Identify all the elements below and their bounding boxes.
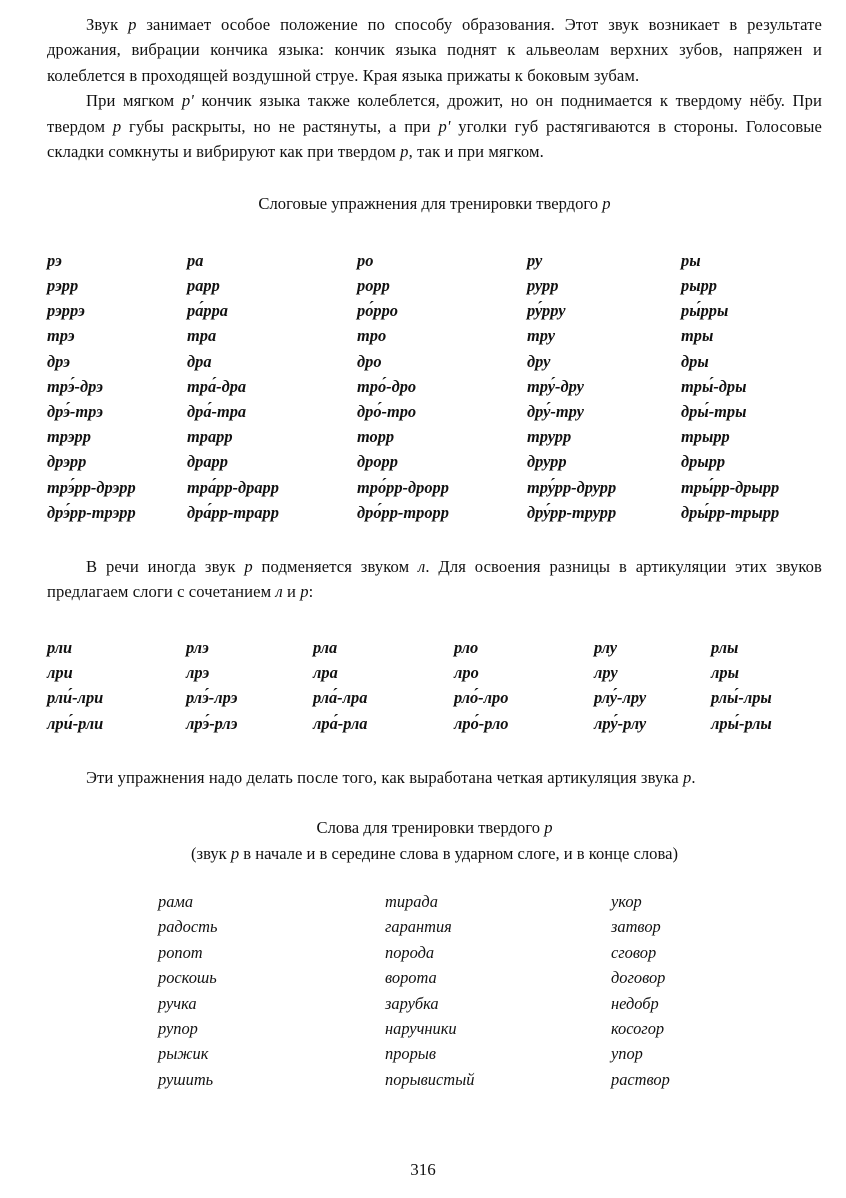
word-cell: наручники xyxy=(385,1018,457,1038)
text-run: Эти упражнения надо делать после того, как выработана четкая артикуляция звука xyxy=(86,767,683,787)
word-cell: порывистый xyxy=(385,1069,475,1089)
syllable-cell: тра́рр-драрр xyxy=(187,477,279,497)
syllable-cell: ру́рру xyxy=(527,301,566,321)
word-cell: порода xyxy=(385,942,435,962)
italic-letter: р xyxy=(400,142,409,162)
italic-letter: р' xyxy=(438,116,451,136)
syllable-cell: дрырр xyxy=(681,452,726,472)
word-cell: упор xyxy=(611,1044,643,1064)
word-cell: роскошь xyxy=(158,968,217,988)
syllable-cell: рурр xyxy=(527,276,559,296)
syllable-cell: дры́-тры xyxy=(681,402,747,422)
text-run: подменяется звуком xyxy=(252,557,419,577)
word-training-subheading xyxy=(47,841,822,866)
syllable-cell: ру xyxy=(527,250,543,270)
syllable-cell: рло́-лро xyxy=(454,688,509,708)
syllable-cell: рлы xyxy=(711,637,739,657)
italic-letter: л xyxy=(275,582,283,602)
syllable-cell: рла xyxy=(313,637,338,657)
text-run: губы раскрыты, но не растянуты, а при xyxy=(121,116,439,136)
page-number: 316 xyxy=(410,1160,436,1179)
text-run: : xyxy=(308,582,314,602)
syllable-cell: тру́рр-друрр xyxy=(527,477,617,497)
page-content xyxy=(47,12,822,1092)
syllable-cell: тра́-дра xyxy=(187,376,247,396)
text-run: При мягком xyxy=(86,91,182,111)
word-cell: ворота xyxy=(385,968,437,988)
word-cell: сговор xyxy=(611,942,657,962)
word-cell: недобр xyxy=(611,993,659,1013)
syllable-cell: рарр xyxy=(187,276,220,296)
intro-paragraph xyxy=(47,88,822,164)
syllable-cell: дру́рр-трурр xyxy=(527,502,617,522)
heading-letter: р xyxy=(602,194,611,214)
italic-letter: р' xyxy=(181,91,194,111)
syllable-cell: рли́-лри xyxy=(47,688,104,708)
syllable-cell: дры́рр-трырр xyxy=(681,502,780,522)
word-cell: договор xyxy=(611,968,666,988)
italic-letter: р xyxy=(300,582,309,602)
syllable-cell: ра xyxy=(187,250,204,270)
syllable-cell: лру́-рлу xyxy=(594,713,647,733)
syllable-cell: рлэ́-лрэ xyxy=(186,688,238,708)
word-cell: косогор xyxy=(611,1018,665,1038)
word-cell: раствор xyxy=(611,1069,670,1089)
intro-paragraphs xyxy=(47,12,822,164)
syllable-cell: рлу xyxy=(594,637,618,657)
syllable-cell: дро́-тро xyxy=(357,402,417,422)
syllable-cell: дра́-тра xyxy=(187,402,247,422)
syllable-cell: лро́-рло xyxy=(454,713,509,733)
syllable-cell: лра xyxy=(313,663,338,683)
word-cell: рушить xyxy=(158,1069,214,1089)
syllable-cell: торр xyxy=(357,427,395,447)
syllable-cell: лрэ́-рлэ xyxy=(186,713,238,733)
text-run: и xyxy=(282,582,301,602)
syllable-cell: рлу́-лру xyxy=(594,688,647,708)
syllable-table-r-l xyxy=(47,635,822,736)
syllable-cell: рэрр xyxy=(47,276,79,296)
syllable-cell: тро xyxy=(357,326,387,346)
syllable-cell: трарр xyxy=(187,427,233,447)
syllable-cell: тро́-дро xyxy=(357,376,417,396)
word-list-hard-r xyxy=(158,889,822,1092)
syllable-cell: ры́рры xyxy=(681,301,729,321)
syllable-cell: ро xyxy=(357,250,374,270)
syllable-cell: лры xyxy=(711,663,739,683)
word-cell: радость xyxy=(158,917,218,937)
heading-text: Слоговые упражнения для тренировки твердого xyxy=(258,194,603,214)
text-run: , так и при мягком. xyxy=(408,142,544,162)
text-run: Звук xyxy=(86,15,129,34)
syllable-cell: драрр xyxy=(187,452,228,472)
subheading-text-after: в начале и в середине слова в ударном слоге, и в конце слова) xyxy=(239,843,678,863)
syllable-exercises-heading xyxy=(47,191,822,216)
italic-letter: р xyxy=(682,767,692,787)
syllable-cell: дрэрр xyxy=(47,452,87,472)
syllable-cell: рло xyxy=(454,637,479,657)
word-cell: рыжик xyxy=(158,1044,209,1064)
syllable-cell: трэ xyxy=(47,326,75,346)
syllable-cell: дрэ xyxy=(47,351,70,371)
italic-letter: р xyxy=(128,15,137,34)
syllable-cell: рла́-лра xyxy=(313,688,368,708)
subheading-text-before: (звук xyxy=(191,843,231,863)
word-training-heading xyxy=(47,815,822,840)
italic-letter: р xyxy=(244,557,253,577)
heading-text: Слова для тренировки твердого xyxy=(316,818,545,838)
syllable-cell: тру xyxy=(527,326,556,346)
intro-paragraph xyxy=(47,12,822,88)
syllable-cell: дро́рр-трорр xyxy=(357,502,449,522)
syllable-cell: рлэ xyxy=(186,637,209,657)
word-cell: ропот xyxy=(158,942,203,962)
syllable-cell: тро́рр-дрорр xyxy=(357,477,449,497)
subheading-letter: р xyxy=(230,843,240,863)
syllable-cell: лру xyxy=(594,663,618,683)
syllable-cell: дра́рр-трарр xyxy=(187,502,279,522)
syllable-cell: друрр xyxy=(527,452,567,472)
syllable-cell: дро xyxy=(357,351,382,371)
text-run: В речи иногда звук xyxy=(86,557,245,577)
syllable-cell: дру xyxy=(527,351,551,371)
text-run: занимает особое положение по способу образования. Этот звук возникает в результате дрожания, вибрации кончика языка: кончик языка поднят к альвеолам верхних зубов, напряжен и колеблется в проходящей воздушной струе. Края языка прижаты к боковым зубам. xyxy=(47,15,822,85)
syllable-cell: дры xyxy=(681,351,709,371)
r-l-substitution-paragraph xyxy=(47,554,822,605)
word-cell: тирада xyxy=(385,891,438,911)
syllable-cell: рэррэ xyxy=(47,301,85,321)
syllable-cell: тры xyxy=(681,326,714,346)
text-run: . xyxy=(691,767,696,787)
syllable-cell: ры xyxy=(681,250,701,270)
syllable-cell: лрэ xyxy=(186,663,210,683)
syllable-cell: дрэ́-трэ xyxy=(47,402,103,422)
syllable-cell: лры́-рлы xyxy=(711,713,772,733)
syllable-cell: тры́рр-дрырр xyxy=(681,477,780,497)
syllable-cell: дра xyxy=(187,351,212,371)
text-run: . Для освоения разницы в артикуляции этих звуков предлагаем слоги с сочетанием xyxy=(47,557,822,602)
syllable-cell: рорр xyxy=(357,276,390,296)
syllable-cell: трырр xyxy=(681,427,730,447)
syllable-cell: тру́-дру xyxy=(527,376,584,396)
syllable-table-hard-r xyxy=(47,248,822,525)
word-cell: рама xyxy=(158,891,194,911)
word-cell: ручка xyxy=(158,993,197,1013)
italic-letter: р xyxy=(112,116,122,136)
syllable-cell: дрорр xyxy=(357,452,398,472)
word-cell: гарантия xyxy=(385,917,452,937)
syllable-cell: лри xyxy=(47,663,73,683)
syllable-cell: трурр xyxy=(527,427,572,447)
syllable-cell: дрэ́рр-трэрр xyxy=(47,502,136,522)
syllable-cell: рэ xyxy=(47,250,62,270)
text-run: кончик языка также колеблется, дрожит, но он поднимается к твердому нёбу. При твердом xyxy=(47,91,822,136)
syllable-cell: лри́-рли xyxy=(47,713,104,733)
text-run: уголки губ растягиваются в стороны. Голосовые складки сомкнуты и вибрируют как при твердом xyxy=(47,116,822,162)
word-cell: рупор xyxy=(158,1018,198,1038)
heading-letter: р xyxy=(544,818,553,838)
syllable-cell: рлы́-лры xyxy=(711,688,772,708)
exercise-note-paragraph xyxy=(47,765,822,790)
syllable-cell: лро xyxy=(454,663,479,683)
syllable-cell: ро́рро xyxy=(357,301,398,321)
syllable-cell: тра xyxy=(187,326,217,346)
word-cell: зарубка xyxy=(385,993,439,1013)
syllable-cell: рли xyxy=(47,637,73,657)
syllable-cell: тры́-дры xyxy=(681,376,747,396)
syllable-cell: лра́-рла xyxy=(313,713,368,733)
italic-letter: л xyxy=(418,557,426,577)
syllable-cell: трэ́рр-дрэрр xyxy=(47,477,136,497)
syllable-cell: дру́-тру xyxy=(527,402,584,422)
word-cell: затвор xyxy=(611,917,661,937)
syllable-cell: трэ́-дрэ xyxy=(47,376,103,396)
syllable-cell: ра́рра xyxy=(187,301,228,321)
word-cell: укор xyxy=(611,891,642,911)
syllable-cell: рырр xyxy=(681,276,717,296)
syllable-cell: трэрр xyxy=(47,427,91,447)
word-cell: прорыв xyxy=(385,1044,436,1064)
